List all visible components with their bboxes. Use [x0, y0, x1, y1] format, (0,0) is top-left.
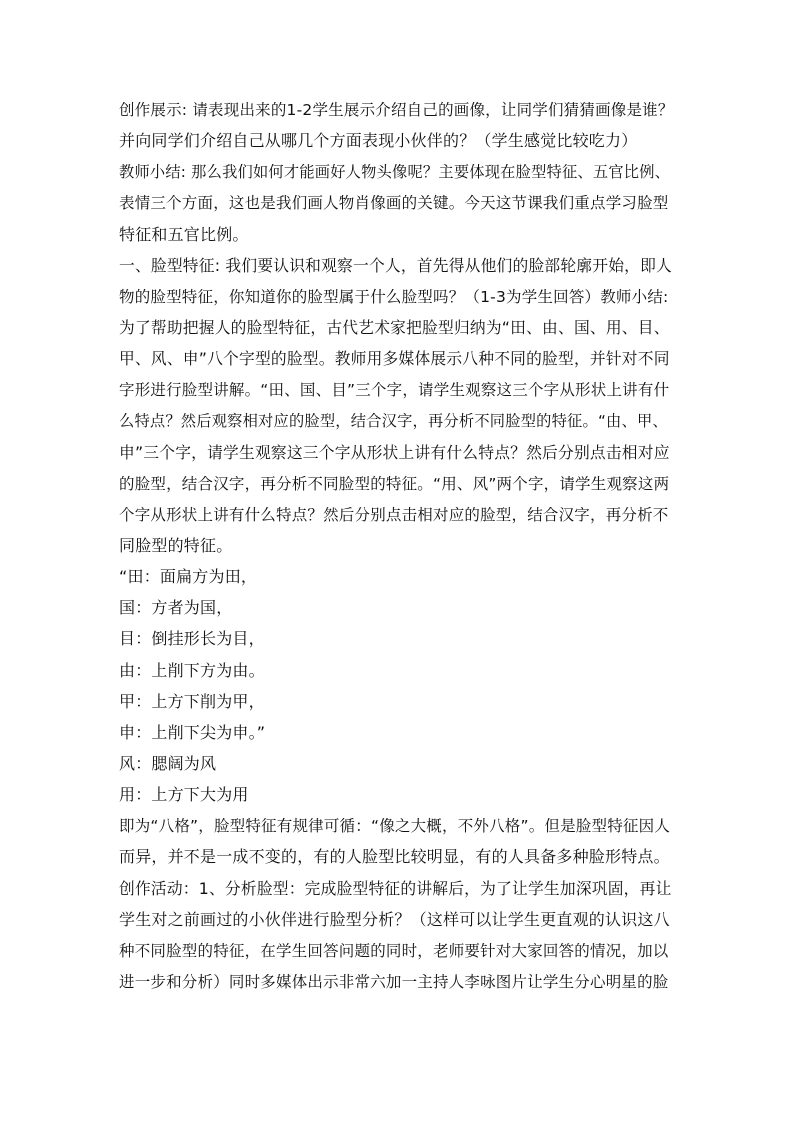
text-line: 创作展示: 请表现出来的1-2学生展示介绍自己的画像，让同学们猜猜画像是谁？: [119, 101, 674, 119]
text-line: 风：腮阔为风: [119, 754, 217, 773]
text-line: 学生对之前画过的小伙伴进行脸型分析？（这样可以让学生更直观的认识这八: [119, 910, 670, 929]
text-line: 用：上方下大为用: [119, 785, 249, 804]
text-line: 目：倒挂形长为目，: [119, 629, 265, 648]
text-line: “田：面扁方为田，: [119, 567, 258, 586]
text-line: 么特点？然后观察相对应的脸型，结合汉字，再分析不同脸型的特征。“由、甲、: [119, 412, 668, 430]
text-line: 而异，并不是一成不变的，有的人脸型比较明显，有的人具备多种脸形特点。: [119, 847, 670, 866]
text-line: 物的脸型特征，你知道你的脸型属于什么脸型吗？（1-3为学生回答）教师小结:: [119, 288, 669, 306]
text-line: 字形进行脸型讲解。“田、国、目”三个字，请学生观察这三个字从形状上讲有什: [119, 381, 670, 399]
text-line: 一、脸型特征: 我们要认识和观察一个人，首先得从他们的脸部轮廓开始，即人: [119, 256, 673, 275]
text-line: 为了帮助把握人的脸型特征，古代艺术家把脸型归纳为“田、由、国、用、目、: [119, 318, 670, 337]
text-line: 即为“八格”，脸型特征有规律可循：“像之大概，不外八格”。但是脸型特征因人: [119, 817, 671, 835]
text-line: 个字从形状上讲有什么特点？然后分别点击相对应的脸型，结合汉字，再分析不: [119, 506, 669, 524]
text-line: 创作活动：1、分析脸型：完成脸型特征的讲解后，为了让学生加深巩固，再让: [119, 879, 672, 898]
text-line: 国：方者为国，: [119, 598, 233, 617]
text-line: 进一步和分析）同时多媒体出示非常六加一主持人李咏图片让学生分心明星的脸: [119, 973, 669, 991]
text-line: 甲：上方下削为甲，: [119, 692, 265, 711]
text-line: 特征和五官比例。: [119, 225, 249, 244]
text-line: 由：上削下方为由。: [119, 661, 265, 680]
text-line: 表情三个方面，这也是我们画人物肖像画的关键。今天这节课我们重点学习脸型: [119, 194, 669, 212]
text-line: 申：上削下尖为申。”: [119, 723, 266, 742]
text-line: 甲、风、申”八个字型的脸型。教师用多媒体展示八种不同的脸型，并针对不同: [119, 349, 670, 368]
text-line: 同脸型的特征。: [119, 536, 233, 555]
text-line: 教师小结: 那么我们如何才能画好人物头像呢？主要体现在脸型特征、五官比例、: [119, 163, 671, 181]
text-line: 种不同脸型的特征，在学生回答问题的同时，老师要针对大家回答的情况，加以: [119, 942, 669, 960]
text-line: 并向同学们介绍自己从哪几个方面表现小伙伴的？（学生感觉比较吃力）: [119, 131, 638, 150]
text-line: 的脸型，结合汉字，再分析不同脸型的特征。“用、风”两个字，请学生观察这两: [119, 475, 670, 493]
text-line: 申”三个字，请学生观察这三个字从形状上讲有什么特点？然后分别点击相对应: [119, 443, 670, 462]
